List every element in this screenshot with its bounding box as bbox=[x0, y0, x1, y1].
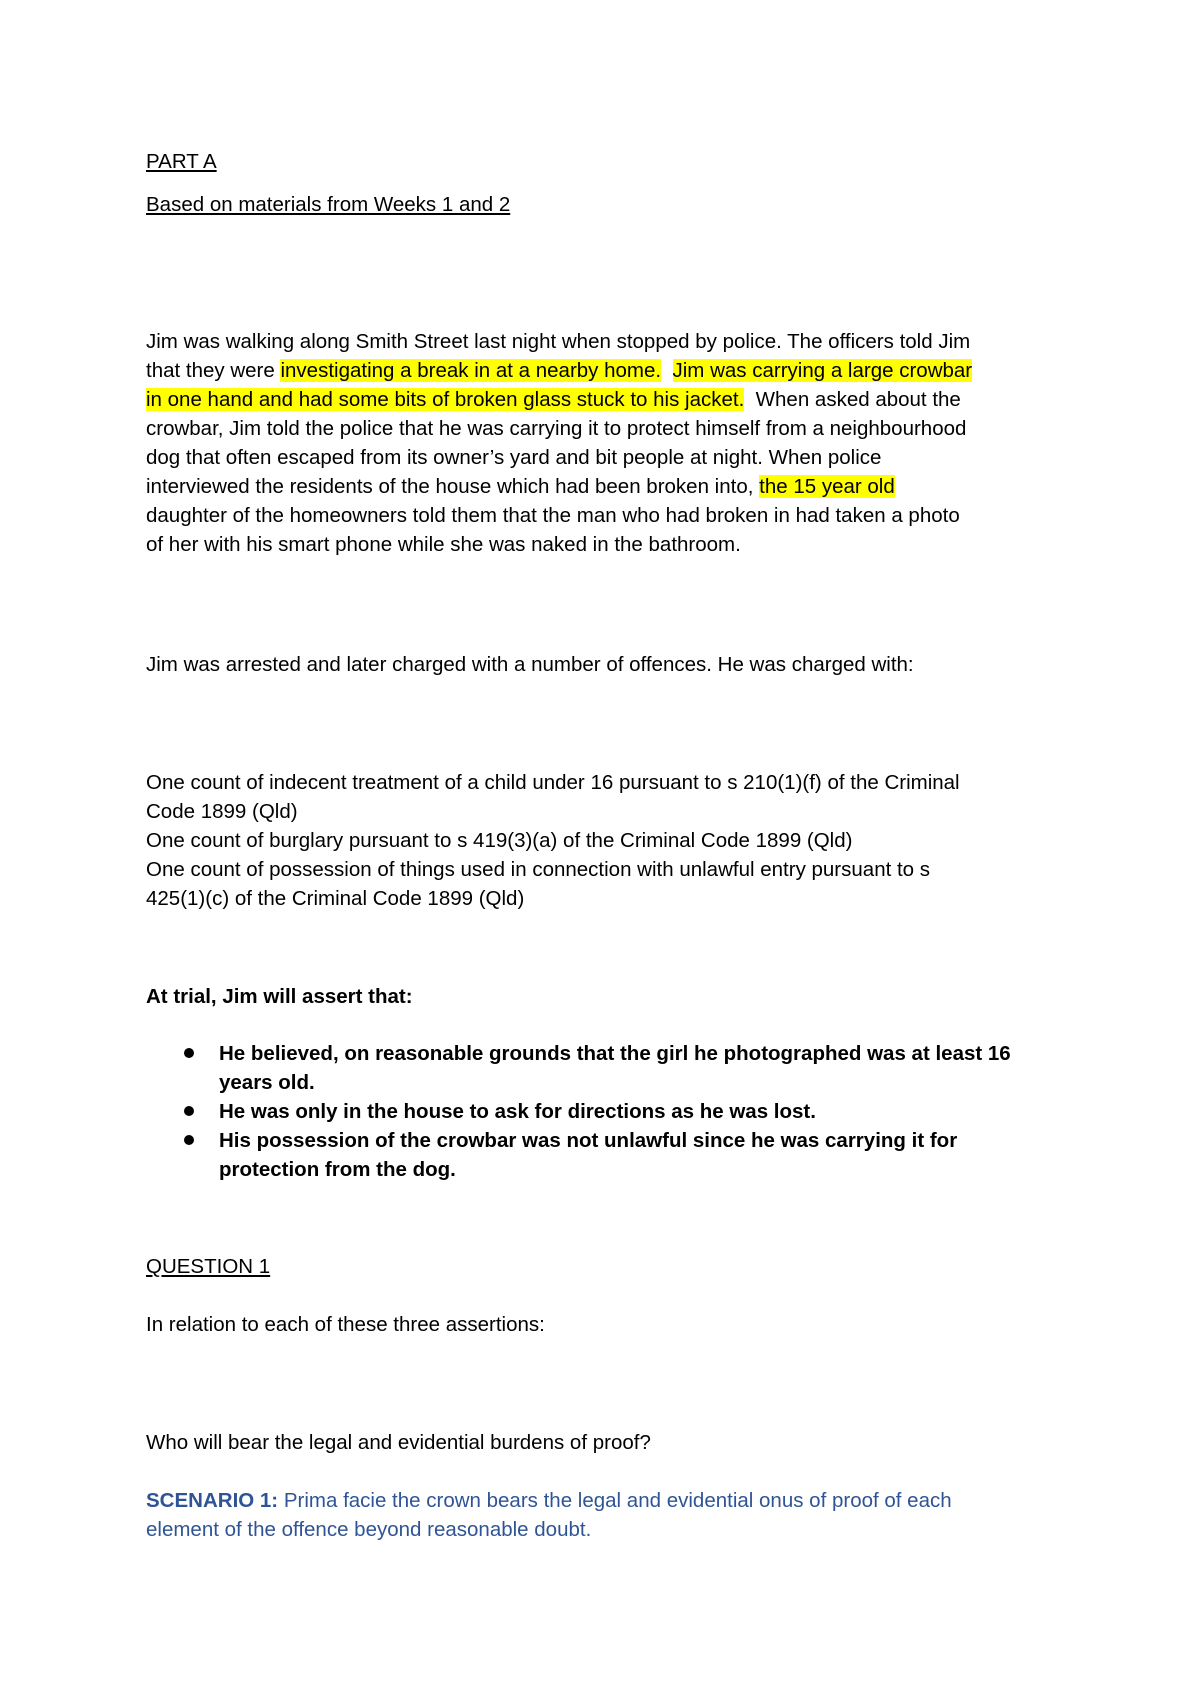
bullet-icon bbox=[184, 1048, 194, 1058]
facts-line: crowbar, Jim told the police that he was carrying it to protect himself from a neighbourhood bbox=[146, 417, 967, 440]
assertion-line: years old. bbox=[219, 1071, 315, 1094]
scenario-line: SCENARIO 1: Prima facie the crown bears the legal and evidential onus of proof of each bbox=[146, 1489, 952, 1512]
charged-intro: Jim was arrested and later charged with a number of offences. He was charged with: bbox=[146, 653, 914, 676]
highlight: investigating a break in at a nearby home. bbox=[280, 359, 662, 382]
facts-line: in one hand and had some bits of broken glass stuck to his jacket. When asked about the bbox=[146, 388, 961, 411]
question-text: Who will bear the legal and evidential burdens of proof? bbox=[146, 1431, 651, 1454]
subheading: Based on materials from Weeks 1 and 2 bbox=[146, 193, 511, 216]
highlight: the 15 year old bbox=[759, 475, 895, 498]
highlight: Jim was carrying a large crowbar bbox=[672, 359, 973, 382]
facts-line: that they were investigating a break in at a nearby home. Jim was carrying a large crowbar bbox=[146, 359, 973, 382]
facts-line: dog that often escaped from its owner’s yard and bit people at night. When police bbox=[146, 446, 882, 469]
facts-line: Jim was walking along Smith Street last night when stopped by police. The officers told Jim bbox=[146, 330, 971, 353]
bullet-icon bbox=[184, 1106, 194, 1116]
assertion-line: He was only in the house to ask for directions as he was lost. bbox=[219, 1100, 816, 1123]
part-heading: PART A bbox=[146, 150, 217, 173]
charge-line: Code 1899 (Qld) bbox=[146, 800, 298, 823]
assertion-line: His possession of the crowbar was not unlawful since he was carrying it for bbox=[219, 1129, 958, 1152]
facts-line: of her with his smart phone while she was naked in the bathroom. bbox=[146, 533, 741, 556]
scenario-line: element of the offence beyond reasonable doubt. bbox=[146, 1518, 592, 1541]
question-intro: In relation to each of these three assertions: bbox=[146, 1313, 545, 1336]
question-heading: QUESTION 1 bbox=[146, 1255, 271, 1278]
assertion-line: protection from the dog. bbox=[219, 1158, 456, 1181]
facts-line: daughter of the homeowners told them that the man who had broken in had taken a photo bbox=[146, 504, 960, 527]
facts-line: interviewed the residents of the house which had been broken into, the 15 year old bbox=[146, 475, 895, 498]
scenario-label: SCENARIO 1: bbox=[146, 1489, 279, 1512]
assert-heading: At trial, Jim will assert that: bbox=[146, 985, 413, 1008]
charge-line: One count of burglary pursuant to s 419(3)(a) of the Criminal Code 1899 (Qld) bbox=[146, 829, 853, 852]
highlight: in one hand and had some bits of broken glass stuck to his jacket. bbox=[146, 388, 745, 411]
charge-line: One count of possession of things used in connection with unlawful entry pursuant to s bbox=[146, 858, 931, 881]
assertion-line: He believed, on reasonable grounds that the girl he photographed was at least 16 bbox=[219, 1042, 1011, 1065]
charge-line: One count of indecent treatment of a child under 16 pursuant to s 210(1)(f) of the Criminal bbox=[146, 771, 960, 794]
bullet-icon bbox=[184, 1135, 194, 1145]
charge-line: 425(1)(c) of the Criminal Code 1899 (Qld) bbox=[146, 887, 525, 910]
